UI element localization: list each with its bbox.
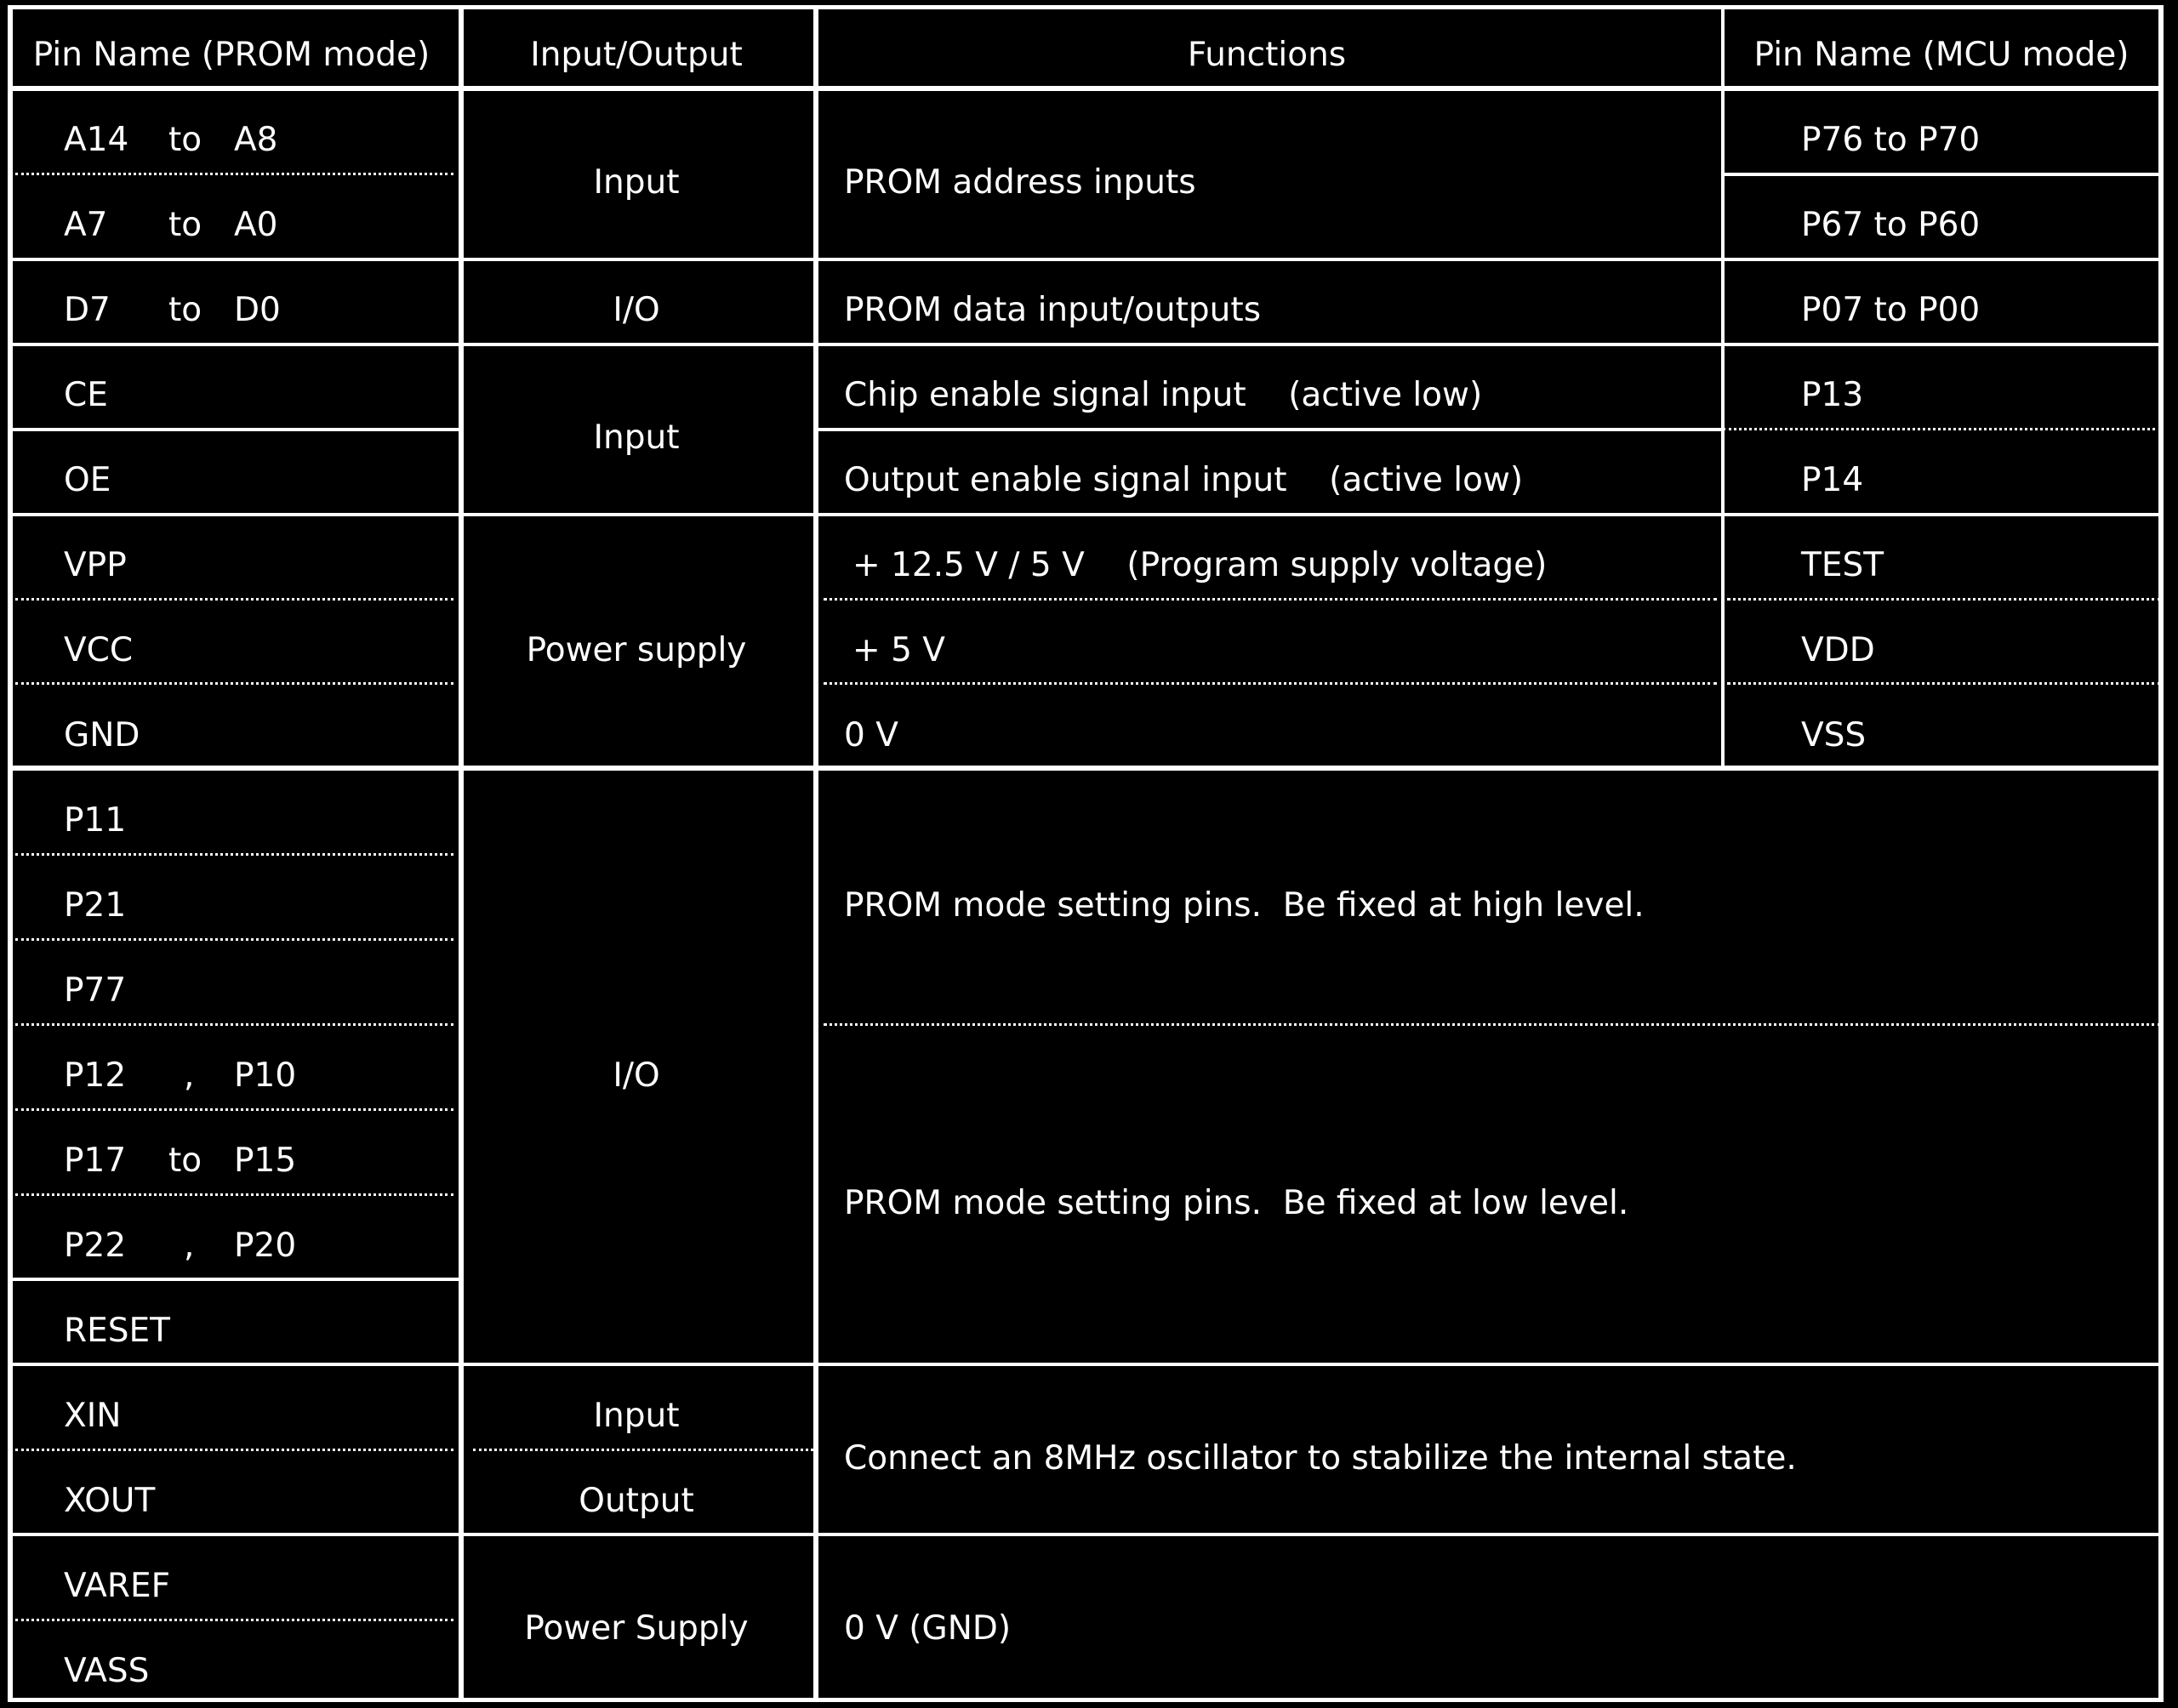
dotted-divider [15, 173, 453, 175]
mcu-p07: P07 to P00 [1801, 291, 1981, 329]
pin-a8: A8 [234, 121, 278, 159]
row-divider [816, 428, 1724, 431]
dotted-divider [15, 1023, 453, 1026]
row-divider [8, 513, 2164, 516]
dotted-divider [1727, 598, 2161, 601]
pin-a14: A14 [64, 121, 129, 159]
function-data: PROM data input/outputs [844, 291, 1262, 329]
pin-comma: , [184, 1056, 195, 1095]
pin-oe: OE [64, 461, 111, 499]
column-divider-3 [1721, 7, 1725, 768]
pin-p22: P22 [64, 1227, 127, 1265]
row-divider [8, 428, 461, 431]
mcu-vdd: VDD [1801, 631, 1875, 669]
function-high: PROM mode setting pins. Be fixed at high level. [844, 886, 1645, 925]
pin-vpp: VPP [64, 546, 127, 584]
row-divider [8, 1363, 2164, 1366]
header-pin-prom: Pin Name (PROM mode) [32, 36, 430, 74]
function-oscillator: Connect an 8MHz oscillator to stabilize the internal state. [844, 1439, 1797, 1477]
pin-gnd: GND [64, 716, 140, 754]
pin-ce: CE [64, 376, 108, 414]
dotted-divider [15, 1619, 453, 1621]
io-power: Power supply [526, 631, 747, 669]
mcu-p67: P67 to P60 [1801, 206, 1981, 244]
pin-p15: P15 [234, 1142, 297, 1180]
dotted-divider [15, 682, 453, 685]
dotted-divider [1723, 428, 2161, 430]
header-io: Input/Output [530, 36, 743, 74]
row-divider [8, 1533, 2164, 1536]
function-ce: Chip enable signal input (active low) [844, 376, 1483, 414]
pin-to: to [168, 1142, 202, 1180]
dotted-divider [15, 1193, 453, 1196]
function-address: PROM address inputs [844, 163, 1196, 202]
pin-xin: XIN [64, 1397, 122, 1435]
pin-p12: P12 [64, 1056, 127, 1095]
header-pin-mcu: Pin Name (MCU mode) [1753, 36, 2130, 74]
dotted-divider [15, 598, 453, 601]
pin-varef: VAREF [64, 1567, 171, 1605]
row-divider [8, 766, 2164, 771]
io-analog: Power Supply [524, 1609, 749, 1648]
border-top [8, 5, 2164, 9]
function-low: PROM mode setting pins. Be fixed at low level. [844, 1184, 1629, 1222]
dotted-divider [824, 598, 1717, 601]
header-functions: Functions [1187, 36, 1347, 74]
pin-p10: P10 [234, 1056, 297, 1095]
pin-p21: P21 [64, 886, 127, 925]
pin-d7: D7 [64, 291, 111, 329]
row-divider [8, 1278, 461, 1281]
mcu-test: TEST [1801, 546, 1884, 584]
pin-to: to [168, 206, 202, 244]
pin-reset: RESET [64, 1312, 170, 1350]
pin-to: to [168, 291, 202, 329]
dotted-divider [824, 682, 1717, 685]
pin-d0: D0 [234, 291, 281, 329]
dotted-divider [824, 1023, 2161, 1026]
pin-p77: P77 [64, 971, 127, 1010]
pin-comma: , [184, 1227, 195, 1265]
io-address: Input [593, 163, 680, 202]
row-divider [1723, 173, 2164, 176]
pin-p20: P20 [234, 1227, 297, 1265]
dotted-divider [15, 938, 453, 941]
pin-p11: P11 [64, 801, 127, 840]
dotted-divider [15, 1449, 453, 1451]
function-vcc: + 5 V [852, 631, 945, 669]
function-oe: Output enable signal input (active low) [844, 461, 1524, 499]
pin-p17: P17 [64, 1142, 127, 1180]
pin-vcc: VCC [64, 631, 134, 669]
dotted-divider [15, 853, 453, 856]
function-vpp: + 12.5 V / 5 V (Program supply voltage) [852, 546, 1548, 584]
dotted-divider [1727, 682, 2161, 685]
io-enable: Input [593, 418, 680, 457]
dotted-divider [473, 1449, 813, 1451]
io-xin: Input [593, 1397, 680, 1435]
pin-a7: A7 [64, 206, 108, 244]
function-gnd: 0 V [844, 716, 898, 754]
pin-a0: A0 [234, 206, 278, 244]
pin-xout: XOUT [64, 1482, 156, 1520]
pin-to: to [168, 121, 202, 159]
header-divider [8, 86, 2164, 91]
function-analog: 0 V (GND) [844, 1609, 1012, 1648]
mcu-p76: P76 to P70 [1801, 121, 1981, 159]
row-divider [8, 343, 2164, 346]
row-divider [8, 258, 2164, 261]
pin-vass: VASS [64, 1652, 150, 1690]
dotted-divider [15, 1108, 453, 1111]
io-mode: I/O [613, 1056, 660, 1095]
mcu-p14: P14 [1801, 461, 1864, 499]
border-bottom [8, 1698, 2164, 1702]
mcu-vss: VSS [1801, 716, 1867, 754]
io-data: I/O [613, 291, 660, 329]
io-xout: Output [579, 1482, 694, 1520]
mcu-p13: P13 [1801, 376, 1864, 414]
